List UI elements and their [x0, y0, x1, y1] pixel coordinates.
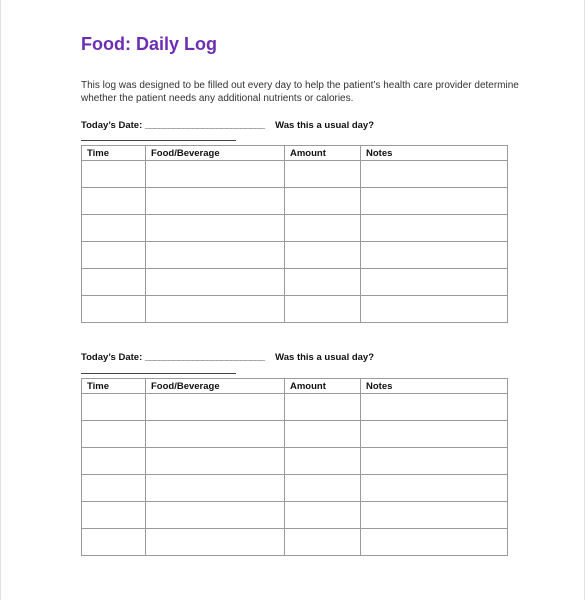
time-cell[interactable] [82, 475, 146, 502]
amount-cell[interactable] [285, 296, 361, 323]
todays-date-label: Today’s Date: [81, 352, 143, 363]
food-beverage-cell[interactable] [146, 529, 285, 556]
table-row [82, 269, 508, 296]
usual-day-answer-line[interactable] [81, 373, 236, 374]
notes-cell[interactable] [361, 242, 508, 269]
date-blank[interactable]: _________________________ [144, 120, 265, 131]
header-amount: Amount [285, 379, 361, 394]
food-log-table-1 [81, 145, 508, 323]
amount-cell[interactable] [285, 161, 361, 188]
header-notes: Notes [361, 146, 508, 161]
table-header-row [82, 146, 508, 161]
table-row [82, 475, 508, 502]
amount-cell[interactable] [285, 269, 361, 296]
time-cell[interactable] [82, 421, 146, 448]
intro-paragraph: This log was designed to be filled out every day to help the patient’s health care provider determine whether the patient needs any additional nutrients or calories. [81, 80, 519, 104]
notes-cell[interactable] [361, 296, 508, 323]
food-beverage-cell[interactable] [146, 296, 285, 323]
food-beverage-cell[interactable] [146, 161, 285, 188]
todays-date-label: Today’s Date: [81, 120, 143, 131]
header-time: Time [82, 379, 146, 394]
time-cell[interactable] [82, 448, 146, 475]
header-food-beverage: Food/Beverage [146, 146, 285, 161]
table-row [82, 215, 508, 242]
food-beverage-cell[interactable] [146, 242, 285, 269]
food-log-table-2 [81, 378, 508, 556]
food-beverage-cell[interactable] [146, 448, 285, 475]
table-body [82, 394, 508, 556]
time-cell[interactable] [82, 188, 146, 215]
amount-cell[interactable] [285, 394, 361, 421]
food-beverage-cell[interactable] [146, 421, 285, 448]
amount-cell[interactable] [285, 448, 361, 475]
notes-cell[interactable] [361, 529, 508, 556]
amount-cell[interactable] [285, 188, 361, 215]
date-line-2 [81, 352, 374, 363]
amount-cell[interactable] [285, 529, 361, 556]
amount-cell[interactable] [285, 502, 361, 529]
time-cell[interactable] [82, 529, 146, 556]
table-header-row [82, 379, 508, 394]
table-row [82, 502, 508, 529]
table-row [82, 448, 508, 475]
amount-cell[interactable] [285, 215, 361, 242]
notes-cell[interactable] [361, 188, 508, 215]
time-cell[interactable] [82, 242, 146, 269]
amount-cell[interactable] [285, 475, 361, 502]
table-row [82, 188, 508, 215]
table-row [82, 529, 508, 556]
date-blank[interactable]: _________________________ [144, 352, 265, 363]
usual-day-answer-line[interactable] [81, 140, 236, 141]
notes-cell[interactable] [361, 502, 508, 529]
food-beverage-cell[interactable] [146, 269, 285, 296]
food-beverage-cell[interactable] [146, 475, 285, 502]
table-body [82, 161, 508, 323]
header-amount: Amount [285, 146, 361, 161]
notes-cell[interactable] [361, 421, 508, 448]
date-line-1 [81, 120, 374, 131]
time-cell[interactable] [82, 296, 146, 323]
amount-cell[interactable] [285, 421, 361, 448]
notes-cell[interactable] [361, 269, 508, 296]
notes-cell[interactable] [361, 394, 508, 421]
food-beverage-cell[interactable] [146, 502, 285, 529]
page-title: Food: Daily Log [81, 34, 217, 54]
time-cell[interactable] [82, 161, 146, 188]
usual-day-question: Was this a usual day? [275, 352, 375, 363]
time-cell[interactable] [82, 502, 146, 529]
amount-cell[interactable] [285, 242, 361, 269]
header-time: Time [82, 146, 146, 161]
table-row [82, 421, 508, 448]
table-row [82, 296, 508, 323]
time-cell[interactable] [82, 394, 146, 421]
usual-day-question: Was this a usual day? [275, 120, 375, 131]
food-beverage-cell[interactable] [146, 188, 285, 215]
header-notes: Notes [361, 379, 508, 394]
notes-cell[interactable] [361, 448, 508, 475]
food-beverage-cell[interactable] [146, 215, 285, 242]
table-row [82, 394, 508, 421]
table-row [82, 161, 508, 188]
table-row [82, 242, 508, 269]
notes-cell[interactable] [361, 475, 508, 502]
notes-cell[interactable] [361, 161, 508, 188]
header-food-beverage: Food/Beverage [146, 379, 285, 394]
food-beverage-cell[interactable] [146, 394, 285, 421]
time-cell[interactable] [82, 269, 146, 296]
time-cell[interactable] [82, 215, 146, 242]
notes-cell[interactable] [361, 215, 508, 242]
